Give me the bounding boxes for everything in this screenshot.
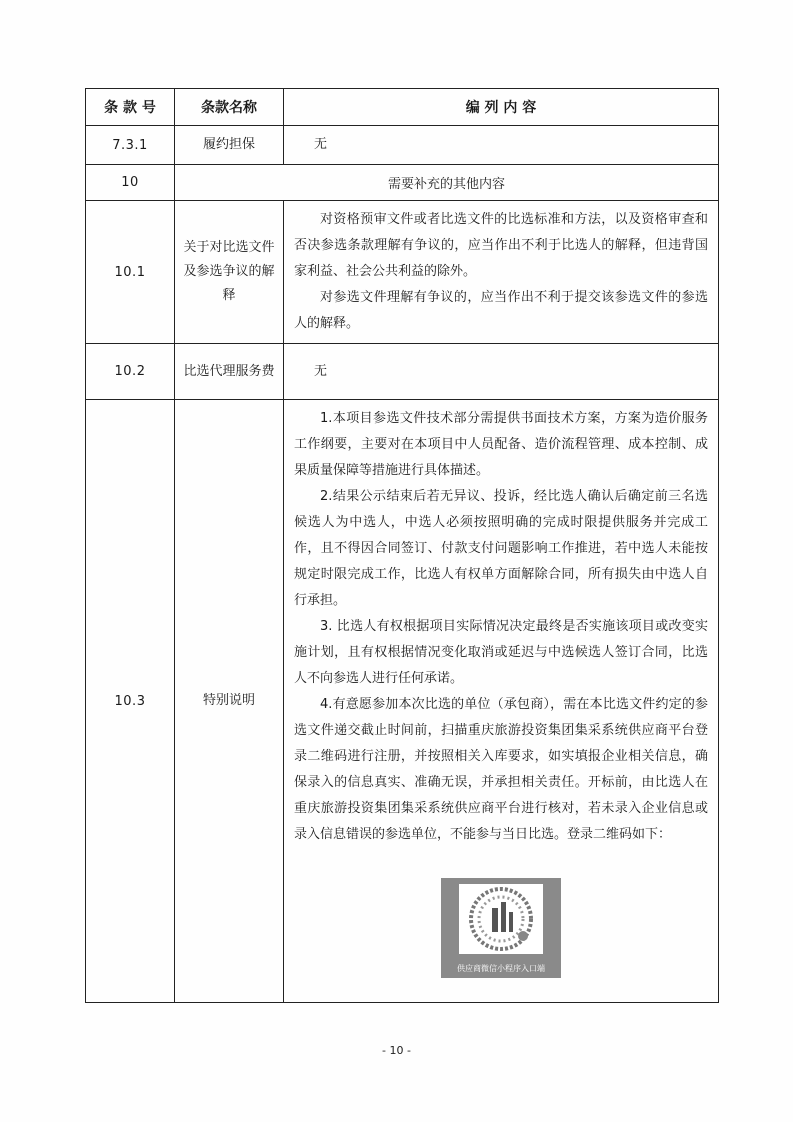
paragraph: 2.结果公示结束后若无异议、投诉，经比选人确认后确定前三名选候选人为中选人，中选人必须按照明确的完成时限提供服务并完成工作，且不得因合同签订、付款支付问题影响工作推进，若中选人未能按规定时限完成工作，比选人有权单方面解除合同，所有损失由中选人自行承担。 [294, 489, 708, 608]
paragraph: 1.本项目参选文件技术部分需提供书面技术方案，方案为造价服务工作纲要，主要对在本项目中人员配备、造价流程管理、成本控制、成果质量保障等措施进行具体描述。 [294, 411, 708, 478]
clause-name: 关于对比选文件及参选争议的解释 [175, 201, 284, 344]
clause-name: 比选代理服务费 [175, 344, 284, 400]
qr-code-icon [459, 884, 543, 954]
header-content: 编 列 内 容 [284, 89, 719, 126]
clause-content [284, 201, 719, 344]
header-clause-name: 条款名称 [175, 89, 284, 126]
clause-number: 10 [86, 165, 175, 201]
clause-number: 10.3 [86, 400, 175, 1003]
table-header-row [86, 89, 719, 126]
header-clause-number: 条 款 号 [86, 89, 175, 126]
section-heading: 需要补充的其他内容 [175, 165, 719, 201]
table-row [86, 201, 719, 344]
paragraph: 对参选文件理解有争议的，应当作出不利于提交该参选文件的参选人的解释。 [294, 290, 708, 331]
clause-table [85, 88, 719, 1003]
paragraph: 3. 比选人有权根据项目实际情况决定最终是否实施该项目或改变实施计划，且有权根据情况变化取消或延迟与中选候选人签订合同，比选人不向参选人进行任何承诺。 [294, 619, 708, 686]
clause-number: 10.2 [86, 344, 175, 400]
clause-content: 无 [284, 344, 719, 400]
paragraph: 4.有意愿参加本次比选的单位（承包商），需在本比选文件约定的参选文件递交截止时间前，扫描重庆旅游投资集团集采系统供应商平台登录二维码进行注册，并按照相关入库要求，如实填报企业相关信息，确保录入的信息真实、准确无误，并承担相关责任。开标前，由比选人在重庆旅游投资集团集采系统供应商平台进行核对，若未录入企业信息或录入信息错误的参选单位，不能参与当日比选。登录二维码如下： [294, 697, 708, 842]
table-row [86, 344, 719, 400]
table-row [86, 400, 719, 1003]
page-number: - 10 - [382, 1044, 411, 1057]
qr-section [294, 848, 708, 996]
qr-code-card [441, 878, 561, 978]
table-row [86, 126, 719, 165]
clause-number: 10.1 [86, 201, 175, 344]
clause-content: 无 [284, 126, 719, 165]
clause-number: 7.3.1 [86, 126, 175, 165]
clause-name: 特别说明 [175, 400, 284, 1003]
clause-content [284, 400, 719, 1003]
clause-name: 履约担保 [175, 126, 284, 165]
paragraph: 对资格预审文件或者比选文件的比选标准和方法，以及资格审查和否决参选条款理解有争议的，应当作出不利于比选人的解释，但违背国家利益、社会公共利益的除外。 [294, 212, 708, 279]
table-row [86, 165, 719, 201]
qr-caption: 供应商微信小程序入口端 [457, 964, 545, 973]
